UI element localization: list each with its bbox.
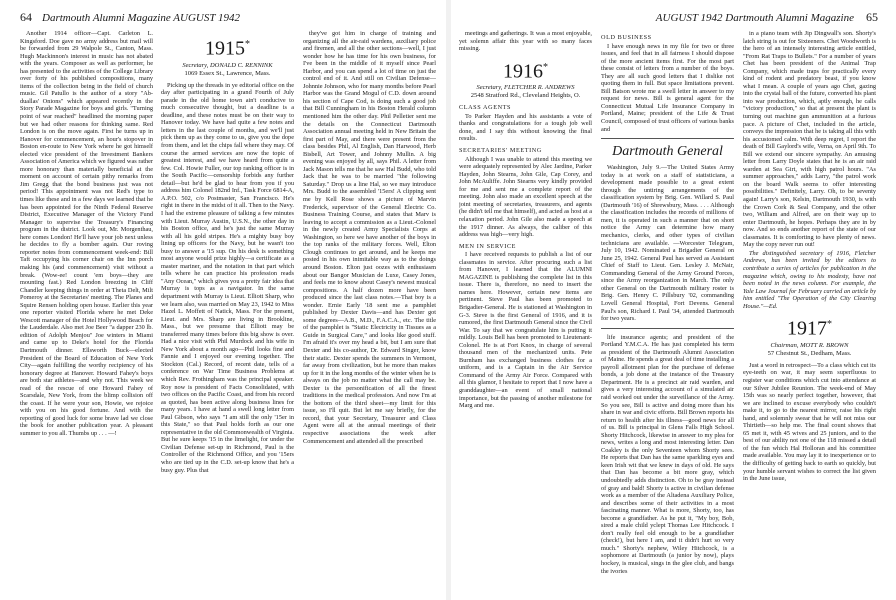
class-agents-text: To Parker Hayden and his assistants a vote of thanks and congratulations for a tough job well done, and I say this without knowing the final results.	[459, 112, 592, 143]
class-1916-secretary: Secretary, FLETCHER R. ANDREWS	[476, 84, 575, 92]
class-1916-notes-continued: life insurance agents; and president of the Portland Y.M.C.A. He has just completed his term as president of the Dartmouth Alumni Association of Maine. He spends a great deal of time installing a payroll allotment plan for the purchase of defense bonds, a job done at the instance of the Treasury Department. He is a precinct air raid warden, and gives a very interesting account of a simulated air raid worked out under the surveillance of the Army. So you see, Bill is active and doing more than his share in war and civic efforts. Bill Brown reports his return to health after his illness—good news for all of us. Bill is principal in Glens Falls High School. Shorty Hitchcock, likewise in answer to my plea for news, writes a long and most interesting letter. Dan Coakley is the only Seventeen whom Shorty sees. He reports that Dan has the same sparkling eyes and keen Irish wit that we knew in days of old. He says that Dan has become a bit more gray, which undoubtedly adds distinction. Oh to be gray instead of gray and bald! Shorty is active in civilian defense work as a member of the Altadena Auxiliary Police, and describes some of their activities in a most fascinating manner. What is more, Shorty, too, has become a grandfather. As he put it, "My boy, Bob, sired a male child yclept Thomas Lee Hitchcock. I don't really feel old enough to be a grandfather (check!), but here I am, and it didn't hurt so very much." Shorty's nephew, Wiley Hitchcock, is a sophomore at Dartmouth (a junior by now), plays hockey, is musical, sings in the glee club, and bangs the ivories	[601, 333, 734, 575]
right-page	[451, 0, 896, 600]
class-1915-notes-continued: they've got him in charge of training and organizing all the air-raid wardens, auxiliary police and firemen, and all the other sections—well, I just wonder how he has time for his own business, for I've been in the middle of it myself since Pearl Harbor, and you can spend a lot of time on just the control end of it. And still on Civilian Defense—Johnnie Johnson, who for many months before Pearl Harbor was the Grand Mogul of C.D. down around his section of Cape Cod, is doing such a good job that Bill Cunningham in his Boston Herald column mentioned him the other day. Phil Pelletier sent me the details on the Connecticut Dartmouth Association annual meeting held in New Britain the first part of May, and there were present from the class besides Phil, Al English, Dan Harwood, Herb Bisbell, Art Tower, and Johnny Mullin. A big evening was enjoyed by all, says Phil. A letter from Jack Mason tells me that he saw Hal Budd, who told Jack that he was to be married "the following Saturday." Drop us a line Hal, so we may introduce Mrs. Budd to the assembled '15ers! A clipping sent me by Kell Rose shows a picture of Marvin Frederick, supervisor of the General Electric Co. Business Training Course, and states that Marv is leaving to accept a commission as a Lieut.-Colonel in the newly created Army Specialists Corps at Washington, so here we have another of the boys in the top ranks of the military forces. Well, Elton Clough continues to get around, and he keeps me posted in his own inimitable way as to the doings around Boston. Elton just oozes with enthusiasm about our Bangor Musician de Luxe, Casey Jones, and feels me to know about Casey's newest musical compositions. A half dozen more have been produced since the last class notes.—That boy is a wonder. Ernie Early '18 sent me a pamphlet published by Dexter Davis—and has Dexter got some degrees—A.B., M.D., F.A.C.A., etc. The title of the pamphlet is "Static Electricity in Tissues as a Guide in Surgical Care," and looks like good stuff. I'm afraid it's over my head a bit, but I am sure that Dexter and his co-author, Dr. Edward Singer, know their static. Dexter spends the summers in Vermont, far away from civilization, but he more than makes up for it in the long months of the winter when he is always on the job no matter what the call may be. Dexter is the personification of all the finest traditions in the medical profession. And now I'm at the bottom of the third sheet—my limit for this issue, so I'll quit. But let me say briefly, for the record, that your Secretary, Treasurer and Class Agent were all at the annual meetings of their respective associations the week after Commencement and attended all the prescribed	[303, 30, 436, 445]
right-magazine-title: AUGUST 1942 Dartmouth Alumni Magazine	[655, 12, 854, 24]
dartmouth-general-text: Washington, July 9.—The United States Army today is at work on a staff of statisticians, a development made possible to a great extent through the untiring arrangements of the classification system by Brig. Gen. Willard S. Paul (Dartmouth '16) of Shrewsbury, Mass. . . . Although the classification includes the records of millions of men, it is operated in such a manner that on short notice the Army can determine how many mechanics, clerks, and other types of civilian technicians are available. —Worcester Telegram, July 10, 1942. Nominated a Brigadier General on June 25, 1942. General Paul has served as Assistant Chief of Staff to Lieut. Gen. Lesley J. McNair, Commanding General of the Army Ground Forces, since the Army reorganization in March. The only other General on the Dartmouth military roster is Brig. Gen. Henry C. Pillsbury '02, commanding Lovell General Hospital, Fort Devens. General Paul's son, Richard I. Paul '34, attended Dartmouth for two years.	[601, 164, 734, 323]
right-running-head	[656, 10, 878, 25]
left-column-2	[161, 30, 294, 596]
editor-note: The distinguished secretary of 1916, Fletcher Andrews, has been invited by the editors to contribute a series of articles for publication in the magazine which, owing to his modesty, have not been noted in the news column. For example, the Yale Law Journal for February carried an article by him entitled "The Operation of the City Clearing House."—Ed.	[743, 249, 876, 310]
class-1917-heading: 1917*	[787, 317, 832, 340]
right-column-1	[459, 30, 592, 596]
section-divider	[601, 138, 734, 139]
class-1915-notes: Picking up the threads in ye editorial office on the day after participating in a grand Fourth of July parade in the old home town ain't conducive to much consecutive thought, but a deadline is a deadline, and these notes must be on their way to Hanover today. We have had quite a few notes and letters in the last couple of months, and we'll just pick them up as they come to us, give you the dope from them, and let the chips fall where they may. Of course the armed services are now the topic of greatest interest, and we have heard from quite a few. Col. Howie Fuller, our top ranking officer is in the South Pacific—censorship forbids any further detail—but he'd be glad to hear from you if you address him Colonel 182nd Inf., Task Force 6814-A, A.P.O. 502, c/o Postmaster, San Francisco. He's right in there in the midst of it all. Then to the Navy. I had the extreme pleasure of talking a few minutes with Lieut. Murray Austin, U.S.N., the other day in his Boston office, and he's just the same Murray with all his gold stripes. He's a mighty busy boy lining up officers for the Navy, but he wasn't too busy to answer a '15 sup. On his desk is something most anyone would prize highly—a certificate as a master mariner, and the notation in that part which tells where he can practice his profession reads "Any Ocean," which gives you a pretty fair idea that Murray is tops as a navigator. In the same department with Murray is Lieut. Elliott Sharp, who we learn also, was married on May 23, 1942 to Miss Hazel L. Moffett of Natick, Mass. For the present, Lieut. and Mrs. Sharp are living in Brookline, Mass., but we presume that Elliott may be transferred many times before this big show is over. Had a nice visit with Phil Murdock and his wife in New York about a month ago—Phil looks fine and Fannie and I enjoyed our evening together. The Stockton (Cal.) Record, of recent date, tells of a conference on War Time Business Problems at which Rev. Frothingham was the principal speaker. Roy now is president of Facts Consolidated, with two offices on the Pacific Coast, and from his record as quoted, has been active along business lines for many years. I have at hand a swell long letter from Paul Gibson, who says "I am still the only '15er in this State," so that Paul holds forth as our one representative in the old Commonwealth of Virginia. But he sure keeps '15 in the limelight, for under the Civilian Defense set-up in Richmond, Paul is the Controller of the Richmond Office, and you '15ers who are tied up in the C.D. set-up know that he's a busy guy. Plus that	[161, 81, 294, 474]
left-running-head	[20, 10, 240, 25]
class-1915-heading: 1915*	[205, 37, 250, 60]
right-page-number: 65	[866, 10, 878, 24]
class-1916-notes-close: in a piano team with Jip Dingwall's son. Shorty's latch string is out for Sixteeners. Chet Woodworth is the hero of an intensely interesting article entitled, "From Rat Traps to Bullets." For a number of years Chet has been president of the Animal Trap Company, which made traps for practically every kind of rodent and predatory beast, if you know what I mean. A couple of years ago Chet, gazing into the crystal ball of the future, converted his plant into war production, which, aptly enough, he calls "victory production," so that at present the plant is turning out machine gun ammunition at a furious pace. A picture of Chet, included in the article, conveys the impression that he is taking all this with his accustomed calm. With deep regret, I report the death of Bill Gaylord's wife, Verna, on April 9th. To Bill we extend our sincere sympathy. An amusing letter from Larry Doyle states that he is an air raid warden at Sea Girt, with high patrol hours. "As summer approaches," adds Larry, "the patrol work on the board Walk seems to offer interesting possibilities." Definitely, Larry. Oh, to be seventy again! Larry's son, Kelsin, Dartmouth 1930, is with the Crown Cork & Seal Company, and the other two, William and Alfred, are on their way up to enter Dartmouth, he hopes. Perhaps they are in by now. And so ends another report of the state of our classmates. It is comforting to have plenty of news. May the copy never run out!	[743, 30, 876, 249]
class-1914-notes-end: Another 1914 officer—Capt. Carleton L. Kingsford. Doe gave no army address but mail will be forwarded from 29 Walpole St., Canton, Mass. Hugh Mackinnon's interest in music has not abated with the years. Composer as well as performer, he has presented to the activities of the College Library over forty of his published compositions, many items of the collection being in the field of church music. Gil Patullo is the author of a story "Ab-duallas' Onions" which appeared recently in the Story Parade Magazine for boys and girls. "Turning point of war reached" headlined the morning paper but we had other reasons for thinking same. Red London is on the move again. First he turns up in Hanover for commencement, an hour's stopover in Boston en-route to New York where he got himself elected vice president of the Investment Bankers Association of America which we figured was rather more honorary than materially beneficial at the moment on account of certain pithy remarks from Jim Gregg that the bond business just was not period! This appointment was not Red's type to times like these and in a few days we learned that he has been appointed for the Ninth Federal Reserve District, Executive Manager of the Victory Fund Manager to supervise the Treasury's Financing program in the district. Look out, Mr. Morgenthau, here comes London! He'll have your job next unless he decides to fly a bomber again. Our roving reporter notes from commencement week-end: Bill Taft occupying his corner chair on the Inn porch making his (and commencement) visit without a break. (Wow-ee! count 'em boys—they are mounting fast.) Red London breezing in Cliff Chandler keeping things in order at Theta Delt, Milt Pomeroy at the Secretaries' meeting. The Planes and Squire Rensen holding open house. Earlier this year one reporter visited Florida where he met Deke Wescott manager of the Hotel Hollywood Beach for the Lauderdale. Also met Joe Beer "a dapper 230 lb. edition of Adolph Menjou" Joe winters in Miami and came up to Deke's hotel for the Florida Dartmouth dinner. Ellsworth Buck—elected President of the Board of Education of New York City—again fulfilling the worthy recipiency of his honorary degree at Hanover. Howard Fahey's boys are both star athletes—and why not. This week we read of the rescue of one Howard Fahey of Scarsdale, New York, from the blimp collision off the coast. If he were your son, Howie, we rejoice with you on his good fortune. And with the reporting of good luck for some brave lad we close the book for another publication year. A pleasant summer to you all. Thumbs up . . . —!	[20, 30, 153, 437]
left-column-1	[20, 30, 153, 596]
old-business-text: I have enough news in my file for two or three issues, and feel that in all fairness I should dispose of the more ancient items first. For the most part these consist of letters from a number of the boys. They are all such good letters that I dislike not quoting them in full. But space limitations prevent. Bill Batson wrote me a swell letter in answer to my request for news. Bill is general agent for the Connecticut Mutual Life Insurance Company in Portland, Maine; president of the Life & Trust Council, composed of trust officers of various banks and	[601, 42, 734, 133]
class-1917-address: 57 Chestnut St., Dedham, Mass.	[767, 349, 852, 357]
class-1915-secretary: Secretary, DONALD C. RENNINK	[182, 61, 273, 69]
section-divider-2	[601, 328, 734, 329]
class-1916-address: 2548 Stratford Rd., Cleveland Heights, O.	[470, 92, 581, 100]
secretaries-meeting-subhead: SECRETARIES' MEETING	[459, 147, 542, 155]
class-1915-address: 1069 Essex St., Lawrence, Mass.	[184, 69, 271, 77]
class-1915-notes-close: meetings and gatherings. It was a most enjoyable, yet solemn affair this year with so many faces missing.	[459, 30, 592, 53]
right-column-2	[601, 30, 734, 596]
class-1917-chairman: Chairman, MOTT R. BROWN	[770, 341, 849, 349]
class-agents-subhead: CLASS AGENTS	[459, 104, 512, 112]
men-in-service-text: I have received requests to publish a list of our classmates in service. After procuring such a list from Hanover, I learned that the ALUMNI MAGAZINE is publishing the complete list in this issue. There is, therefore, no need to insert the names here. However, certain new items are pertinent. Steve Paul has been promoted to Brigadier-General. He is stationed at Washington in G-3. Steve is the first General of 1916, and it is rumored, the first Dartmouth General since the Civil War. To say that we congratulate him is putting it mildly. Louis Bell has been promoted to Lieutenant-Colonel. He is at Fort Knox, in charge of several thousand men of the mechanized units. Pete Burnham has exchanged business clothes for a uniform, and is a Captain in the Air Service Command of the Army Air Force. Compared with all this glamor, I hesitate to report that I now have a granddaughter—an event of small national importance, but the passing of another milestone for Marg and me.	[459, 251, 592, 410]
old-business-subhead: OLD BUSINESS	[601, 34, 652, 41]
right-column-3	[743, 30, 876, 596]
class-1916-heading: 1916*	[503, 60, 548, 83]
left-magazine-title: Dartmouth Alumni Magazine AUGUST 1942	[42, 12, 241, 24]
secretaries-meeting-text: Although I was unable to attend this meeting we were adequately represented by Alec Jardine, Parker Hayden, John Stearns, John Gile, Cap Corey, and John McAuliffe. John Stearns very kindly provided for me and sent me a complete report of the meeting. John also made an excellent speech at the joint meeting of secretaries, treasurers, and agents (he didn't tell me that himself), and acted as host at a relaxation period. John Gile also made a speech at the 1917 dinner. As always, the caliber of this address was high—very high.	[459, 155, 592, 239]
class-1917-notes: Just a word in retrospect—To a class which cut its eye-teeth on war, it may seem superfluous to register war conditions which cut into attendance at our Silver Jubilee Reunion. The week-end of May 15th was so nearly perfect together, however, that we are inclined to excuse everybody who couldn't make it, to go to the nearest mirror, raise his right hand, and solemnly swear that he will not miss our Thirtieth—so help me. The final count shows that 65 met it, with 45 wives and 25 juniors, and to the best of our ability not one of the 118 missed a detail of the fun which Hal Holloran and his committee made available. You may lay it to inexperience or to the difficulty of getting back to earth so quickly, but your humble servant wishes to correct the list given in the June issue,	[743, 361, 876, 483]
left-page	[0, 0, 446, 600]
left-column-3	[303, 30, 436, 596]
men-in-service-subhead: MEN IN SERVICE	[459, 242, 517, 250]
left-page-number: 64	[20, 10, 32, 24]
dartmouth-general-title: Dartmouth General	[612, 144, 723, 160]
